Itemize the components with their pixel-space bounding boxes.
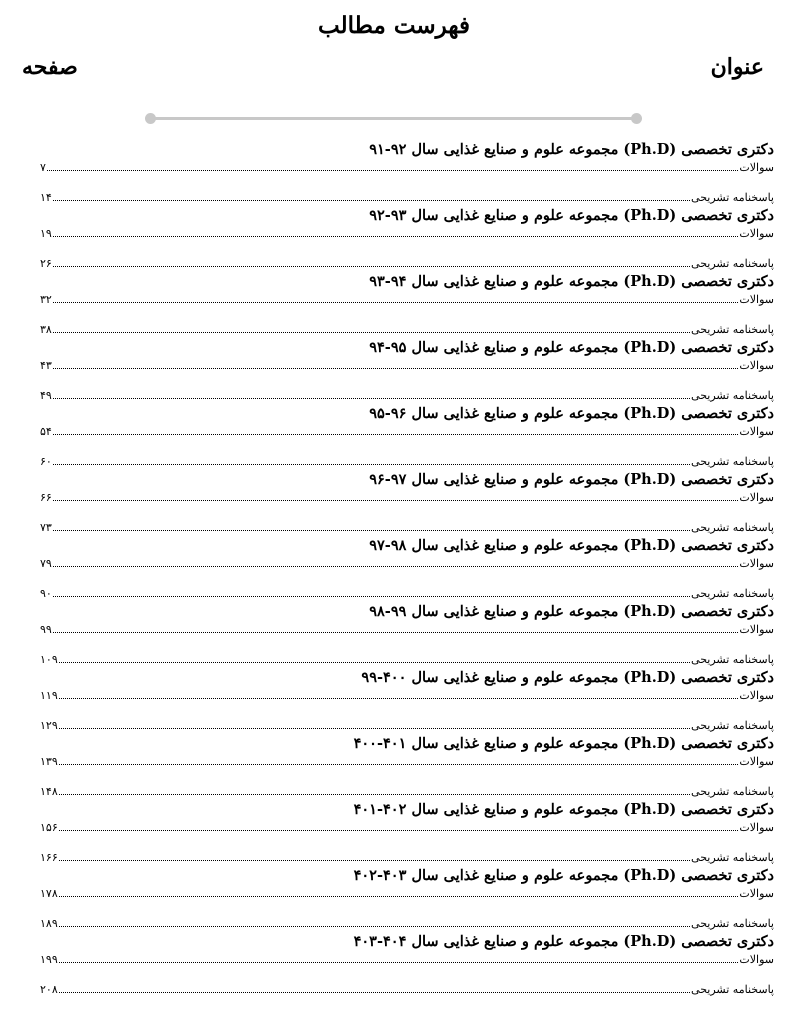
toc-entry-label: سوالات [739, 359, 774, 372]
toc-section-title[interactable]: دکتری تخصصی (Ph.D) مجموعه علوم و صنایع غذایی سال ۹۲-۹۱ [369, 141, 774, 158]
toc-entry-page-number: ۵۴ [40, 425, 52, 438]
toc-section-title[interactable]: دکتری تخصصی (Ph.D) مجموعه علوم و صنایع غذایی سال ۴۰۴-۴۰۳ [353, 933, 774, 950]
toc-entry-page-number: ۱۴ [40, 191, 52, 204]
toc-section [40, 799, 774, 865]
toc-section [40, 865, 774, 931]
toc-entry-page-number: ۱۲۹ [40, 719, 58, 732]
toc-entry-label: سوالات [739, 293, 774, 306]
toc-entry-label: پاسخنامه تشریحی [691, 389, 774, 402]
toc-entry-label: پاسخنامه تشریحی [691, 917, 774, 930]
toc-entry-questions[interactable] [40, 689, 774, 711]
dot-leader [59, 698, 739, 699]
toc-entry-page-number: ۹۹ [40, 623, 52, 636]
toc-entry-label: پاسخنامه تشریحی [691, 983, 774, 996]
dot-leader [53, 566, 739, 567]
toc-entry-page-number: ۱۵۶ [40, 821, 58, 834]
dot-leader [53, 434, 739, 435]
toc-section-title[interactable]: دکتری تخصصی (Ph.D) مجموعه علوم و صنایع غذایی سال ۴۰۲-۴۰۱ [353, 801, 774, 818]
dot-leader [59, 764, 739, 765]
toc-entry-page-number: ۲۰۸ [40, 983, 58, 996]
dot-leader [59, 992, 690, 993]
dot-leader [53, 500, 739, 501]
toc-entry-label: پاسخنامه تشریحی [691, 653, 774, 666]
toc-section [40, 931, 774, 997]
dot-leader [59, 896, 739, 897]
toc-entry-questions[interactable] [40, 755, 774, 777]
toc-entry-questions[interactable] [40, 227, 774, 249]
dot-leader [59, 860, 690, 861]
toc-entry-page-number: ۲۶ [40, 257, 52, 270]
toc-entry-answers[interactable] [40, 183, 774, 205]
toc-section [40, 601, 774, 667]
toc-entry-page-number: ۱۸۹ [40, 917, 58, 930]
toc-entry-page-number: ۶۰ [40, 455, 52, 468]
toc-section-title[interactable]: دکتری تخصصی (Ph.D) مجموعه علوم و صنایع غذایی سال ۹۴-۹۳ [369, 273, 774, 290]
toc-entry-label: پاسخنامه تشریحی [691, 785, 774, 798]
toc-entry-label: سوالات [739, 425, 774, 438]
toc-section-title[interactable]: دکتری تخصصی (Ph.D) مجموعه علوم و صنایع غذایی سال ۹۳-۹۲ [369, 207, 774, 224]
dot-leader [59, 728, 690, 729]
toc-entry-answers[interactable] [40, 711, 774, 733]
toc-entry-questions[interactable] [40, 359, 774, 381]
toc-entry-answers[interactable] [40, 579, 774, 601]
toc-entry-page-number: ۴۹ [40, 389, 52, 402]
toc-entry-questions[interactable] [40, 557, 774, 579]
divider-dot [631, 113, 642, 124]
dot-leader [53, 236, 739, 237]
toc-entry-answers[interactable] [40, 843, 774, 865]
toc-entry-label: سوالات [739, 953, 774, 966]
toc-entry-questions[interactable] [40, 821, 774, 843]
toc-entry-page-number: ۱۰۹ [40, 653, 58, 666]
toc-entry-label: پاسخنامه تشریحی [691, 191, 774, 204]
toc-entry-page-number: ۳۲ [40, 293, 52, 306]
dot-leader [59, 662, 690, 663]
toc-entry-label: سوالات [739, 887, 774, 900]
toc-entry-answers[interactable] [40, 975, 774, 997]
toc-section [40, 139, 774, 205]
toc-entry-label: سوالات [739, 491, 774, 504]
toc-entry-answers[interactable] [40, 315, 774, 337]
dot-leader [59, 926, 690, 927]
toc-entry-page-number: ۱۹ [40, 227, 52, 240]
toc-entry-page-number: ۱۱۹ [40, 689, 58, 702]
toc-entry-label: پاسخنامه تشریحی [691, 587, 774, 600]
dot-leader [53, 332, 690, 333]
toc-entry-page-number: ۱۴۸ [40, 785, 58, 798]
toc-entry-page-number: ۱۶۶ [40, 851, 58, 864]
toc-entry-label: سوالات [739, 821, 774, 834]
toc-entry-label: سوالات [739, 227, 774, 240]
toc-section-title[interactable]: دکتری تخصصی (Ph.D) مجموعه علوم و صنایع غذایی سال ۹۵-۹۴ [369, 339, 774, 356]
dot-leader [53, 302, 739, 303]
toc-entry-questions[interactable] [40, 953, 774, 975]
dot-leader [53, 200, 690, 201]
toc-entry-label: سوالات [739, 755, 774, 768]
toc-entry-label: پاسخنامه تشریحی [691, 851, 774, 864]
dot-leader [53, 530, 690, 531]
dot-leader [59, 962, 739, 963]
toc-entry-questions[interactable] [40, 491, 774, 513]
divider [150, 117, 636, 120]
toc-entry-label: سوالات [739, 557, 774, 570]
toc-section [40, 403, 774, 469]
toc-entry-page-number: ۷۳ [40, 521, 52, 534]
toc-section-title[interactable]: دکتری تخصصی (Ph.D) مجموعه علوم و صنایع غذایی سال ۹۷-۹۶ [369, 471, 774, 488]
toc-entry-page-number: ۳۸ [40, 323, 52, 336]
toc-entry-label: سوالات [739, 623, 774, 636]
toc-section [40, 469, 774, 535]
toc-entry-page-number: ۴۳ [40, 359, 52, 372]
toc-entry-answers[interactable] [40, 909, 774, 931]
toc-entry-page-number: ۱۳۹ [40, 755, 58, 768]
toc-section-title[interactable]: دکتری تخصصی (Ph.D) مجموعه علوم و صنایع غذایی سال ۹۶-۹۵ [369, 405, 774, 422]
dot-leader [59, 830, 739, 831]
dot-leader [53, 632, 739, 633]
toc-section-title[interactable]: دکتری تخصصی (Ph.D) مجموعه علوم و صنایع غذایی سال ۴۰۳-۴۰۲ [353, 867, 774, 884]
toc-entry-questions[interactable] [40, 887, 774, 909]
toc-entry-label: سوالات [739, 689, 774, 702]
table-of-contents [40, 139, 774, 997]
toc-entry-page-number: ۷۹ [40, 557, 52, 570]
toc-entry-questions[interactable] [40, 293, 774, 315]
toc-entry-page-number: ۱۷۸ [40, 887, 58, 900]
toc-section-title[interactable]: دکتری تخصصی (Ph.D) مجموعه علوم و صنایع غذایی سال ۴۰۱-۴۰۰ [353, 735, 774, 752]
dot-leader [59, 794, 690, 795]
toc-entry-answers[interactable] [40, 645, 774, 667]
dot-leader [47, 170, 738, 171]
toc-entry-label: پاسخنامه تشریحی [691, 521, 774, 534]
toc-section [40, 667, 774, 733]
dot-leader [53, 596, 690, 597]
toc-entry-answers[interactable] [40, 513, 774, 535]
toc-entry-questions[interactable] [40, 161, 774, 183]
toc-entry-label: پاسخنامه تشریحی [691, 323, 774, 336]
title-column-heading: عنوان [710, 54, 764, 80]
toc-entry-page-number: ۱۹۹ [40, 953, 58, 966]
page-column-heading: صفحه [22, 54, 78, 80]
toc-entry-answers[interactable] [40, 249, 774, 271]
toc-entry-questions[interactable] [40, 623, 774, 645]
toc-entry-label: پاسخنامه تشریحی [691, 257, 774, 270]
toc-entry-answers[interactable] [40, 381, 774, 403]
toc-entry-page-number: ۹۰ [40, 587, 52, 600]
toc-section-title[interactable]: دکتری تخصصی (Ph.D) مجموعه علوم و صنایع غذایی سال ۹۹-۹۸ [369, 603, 774, 620]
dot-leader [53, 266, 690, 267]
toc-section-title[interactable]: دکتری تخصصی (Ph.D) مجموعه علوم و صنایع غذایی سال ۹۸-۹۷ [369, 537, 774, 554]
toc-entry-answers[interactable] [40, 777, 774, 799]
toc-entry-label: سوالات [739, 161, 774, 174]
toc-section [40, 535, 774, 601]
dot-leader [53, 398, 690, 399]
toc-entry-label: پاسخنامه تشریحی [691, 719, 774, 732]
toc-entry-label: پاسخنامه تشریحی [691, 455, 774, 468]
toc-entry-page-number: ۶۶ [40, 491, 52, 504]
dot-leader [53, 464, 690, 465]
toc-section-title[interactable]: دکتری تخصصی (Ph.D) مجموعه علوم و صنایع غذایی سال ۴۰۰-۹۹ [361, 669, 774, 686]
toc-section [40, 205, 774, 271]
toc-entry-answers[interactable] [40, 447, 774, 469]
dot-leader [53, 368, 739, 369]
toc-section [40, 271, 774, 337]
page-title: فهرست مطالب [318, 12, 470, 39]
toc-section [40, 733, 774, 799]
toc-section [40, 337, 774, 403]
toc-entry-questions[interactable] [40, 425, 774, 447]
toc-entry-page-number: ۷ [40, 161, 46, 174]
